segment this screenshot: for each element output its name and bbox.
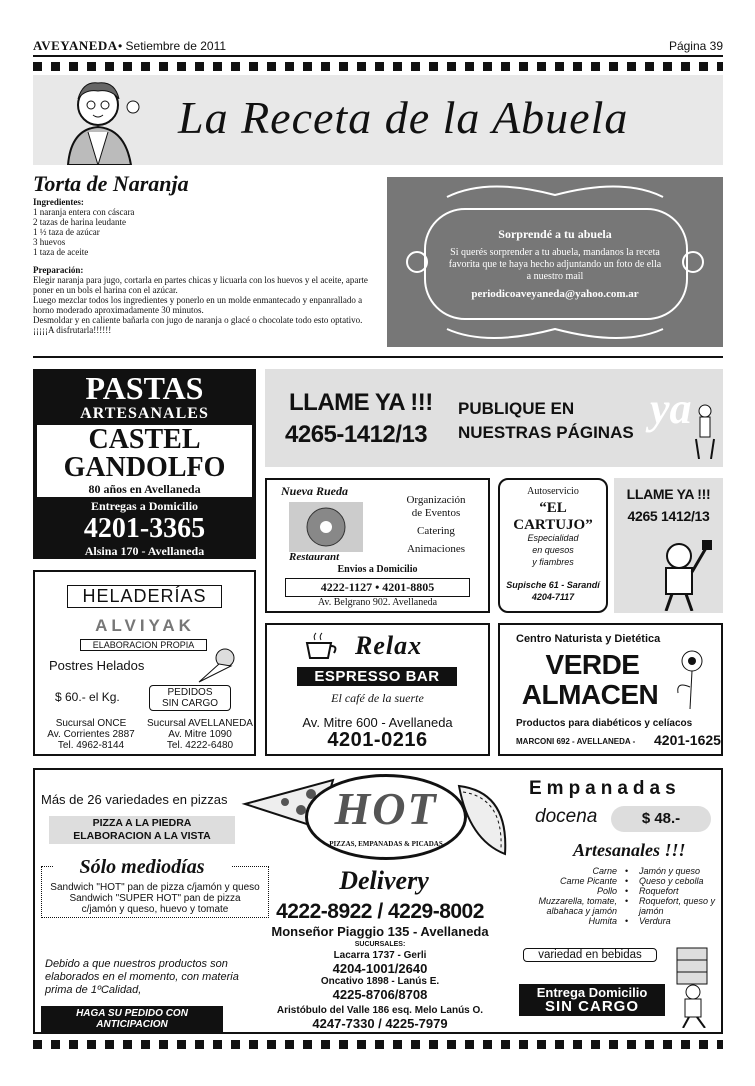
cartujo-desc: Especialidad [527,533,579,543]
hot-phones[interactable]: 4222-8922 / 4229-8002 [276,900,484,923]
alviyak-sub: ELABORACION PROPIA [80,639,207,651]
ad-llame-ya-publique [265,369,723,467]
banner-title: La Receta de la Abuela [178,92,629,143]
sandwich-item: Sandwich "SUPER HOT" pan de pizza c/jamón y queso, huevo y tomate [69,893,241,915]
empanada-flavor: Queso y cebolla [639,876,704,886]
piedra-label: ELABORACION A LA VISTA [73,830,211,842]
llame-small-title: LLAME YA !!! [626,486,711,502]
header-dash-rule [33,62,723,71]
ad-llame-ya-small [614,478,723,613]
empanada-flavor: Carne [592,866,617,876]
recipe-title: Torta de Naranja [33,171,189,196]
empanada-flavor: Roquefort, queso y jamón [639,896,716,916]
ya-watermark: ya [650,384,692,433]
heladerias-title: HELADERÍAS [67,585,222,608]
service-item: de Eventos [411,507,461,519]
entrega-label: Entrega Domicilio [536,985,648,1000]
prep-step: Desmoldar y en caliente bañarla con jugo de naranja o glacé o chocolate todo esto optativo. [33,315,363,325]
cartujo-phone: 4204-7117 [531,592,575,602]
surprise-body: Si querés sorprender a tu abuela, mandanos la receta favorita que te haya hecho adjuntando un foto de ella a nuestro mail [448,247,662,282]
sucursal-avellaneda: Sucursal AVELLANEDA [147,718,253,729]
service-item: Organización [406,494,466,506]
relax-bar: ESPRESSO BAR [297,667,457,686]
prep-step: Luego mezclar todos los ingredientes y ponerlo en un molde enmantecado y enpanrallado a horno moderado aproximadamente 30 minutos. [33,295,363,315]
ingredient-item: 1 ½ taza de azúcar [33,227,100,237]
empanada-flavor: Humita [588,916,617,926]
ad-verde-almacen [498,623,723,756]
coffee-cup-icon [301,631,339,661]
nueva-rueda-phones[interactable]: 4222-1127 • 4201-8805 [285,578,470,597]
docena-label: docena [535,806,598,827]
sucursal-once: Av. Corrientes 2887 [47,729,135,740]
pastas-l1: PASTAS [85,370,204,406]
ad-pastas-castel-gandolfo [33,369,256,559]
cartujo-desc: y fiambres [532,557,574,567]
empanada-flavor: Carne Picante [559,876,617,886]
empanada-flavor: Pollo [596,886,617,896]
entrega-label: SIN CARGO [544,998,639,1015]
ice-cream-cone-icon [195,646,243,684]
variedades-label: Más de 26 variedades en pizzas [41,792,228,807]
service-item: Catering [417,525,455,537]
verde-address: MARCONI 692 - AVELLANEDA - [516,737,636,746]
sucursal-phone[interactable]: 4225-8706/8708 [332,987,428,1002]
surprise-title: Sorprendé a tu abuela [498,227,612,241]
sucursal-address: Aristóbulo del Valle 186 esq. Melo Lanús O. [276,1005,484,1016]
pastas-l5: 80 años en Avellaneda [88,482,201,496]
llame-title: LLAME YA !!! [289,389,433,416]
hot-logo-sub: PIZZAS, EMPANADAS & PICADAS [329,840,443,848]
sucursal-once: Sucursal ONCE [55,718,127,729]
grandma-illustration [53,77,148,165]
pastas-l6: Entregas a Domicilio [90,499,199,513]
painter-cartoon-icon [644,536,714,611]
recipe-banner [33,75,723,165]
prep-step: Elegir naranja para jugo, cortarla en partes chicas y licuarla con los huevos y el aceite, aparte poner en un bols el harina con el azúcar. [33,275,368,295]
ad-hot-pizzas: Más de 26 variedades en pizzas PIZZA A LA PIEDRA ELABORACION A LA VISTA Sólo mediodías Sandwich "HOT" pan de pizza c/jamón y queso Sandwich "SUPER HOT" pan de pizza c/jamón y queso, huevo y tomate Debido a que nuestros productos son elaborados en el momento, con materia prima de 1ºCalidad, HAGA SU PEDIDO CON ANTICIPACION HOT PIZZAS, EMPANADAS & PICADAS Delivery 4222-8922 / 4229-8002 Monseñor Piaggio 135 - Avellaneda SUCURSALES: Lacarra 1737 - Gerli 4204-1001/2640 Oncativo 1898 - Lanús E. 4225-8706/8708 Aristóbulo del Valle 186 esq. Melo Lanús O. 4247-7330 / 4225-7979 Empanadas docena $ 48.- Artesanales !!! Carne Carne Picante Pollo Muzzarella, tomate, albahaca y jamón Humita • • • • • Jamón y queso Queso y cebolla Roquefort Roquefort, queso y jamón Verdura variedad en bebidas Entrega Domicilio SIN CARGO [33,768,723,1034]
nueva-rueda-name: Nueva Rueda [281,484,348,498]
header-logo: AVEYANEDA [33,38,118,53]
sucursal-once: Tel. 4962-8144 [57,740,125,751]
pastas-address: Alsina 170 - Avellaneda [84,544,205,558]
sucursal-phone[interactable]: 4247-7330 / 4225-7979 [312,1016,448,1031]
prep-step: ¡¡¡¡¡A disfrutarla!!!!!! [33,325,112,335]
publique-l2: NUESTRAS PÁGINAS [458,423,634,442]
ingredients-heading: Ingredientes: [33,197,84,207]
empanada-price: $ 48.- [611,806,711,832]
relax-slogan: El café de la suerte [331,691,424,705]
piedra-label: PIZZA A LA PIEDRA [92,817,192,829]
postres-label: Postres Helados [49,658,145,673]
cartujo-address: Supische 61 - Sarandí [506,580,600,590]
ad-el-cartujo [498,478,608,613]
pastas-l2: ARTESANALES [80,405,209,422]
cartujo-desc: en quesos [532,545,574,555]
anticipacion-label: HAGA SU PEDIDO CON ANTICIPACION [41,1006,223,1032]
pastas-l4: GANDOLFO [63,452,226,483]
ingredient-item: 1 taza de aceite [33,247,89,257]
pedidos-label: PEDIDOS [167,687,213,698]
sucursal-avellaneda: Tel. 4222-6480 [166,740,234,751]
relax-address: Av. Mitre 600 - Avellaneda [302,715,453,730]
mediodias-label: Sólo mediodías [53,856,231,879]
header-date: • Setiembre de 2011 [118,39,227,53]
surprise-email[interactable]: periodicoaveyaneda@yahoo.com.ar [471,288,639,300]
envios-label: Envios a Domicilio [337,564,418,575]
verde-phone[interactable]: 4201-1625 [654,732,721,748]
header-rule [33,55,723,57]
page-number: Página 39 [668,39,723,53]
empanada-flavor: Verdura [639,916,671,926]
section-rule [33,356,723,358]
sucursales-label: SUCURSALES: [354,941,406,948]
hot-address: Monseñor Piaggio 135 - Avellaneda [271,924,489,939]
ad-nueva-rueda [265,478,490,613]
pastas-l3: CASTEL [88,424,201,455]
prep-heading: Preparación: [33,265,84,275]
sucursal-avellaneda: Av. Mitre 1090 [168,729,232,740]
cartujo-pre: Autoservicio [527,486,579,497]
hot-logo: HOT [334,783,438,834]
llame-phone[interactable]: 4265-1412/13 [285,421,428,448]
price-per-kg: $ 60.- el Kg. [55,690,120,704]
llame-small-phone[interactable]: 4265 1412/13 [627,508,710,524]
ingredient-item: 1 naranja entera con cáscara [33,207,135,217]
masthead [33,38,723,56]
footer-dash-rule [33,1040,723,1049]
ingredient-item: 2 tazas de harina leudante [33,217,126,227]
sandwich-item: Sandwich "HOT" pan de pizza c/jamón y queso [50,882,260,893]
relax-phone[interactable]: 4201-0216 [327,729,428,751]
pastas-phone: 4201-3365 [83,513,206,544]
verde-sub: Productos para diabéticos y celíacos [516,718,693,729]
wheel-icon [289,502,363,552]
relax-name: Relax [355,631,423,660]
publique-l1: PUBLIQUE EN [458,399,575,418]
cartujo-name: “EL CARTUJO” [513,500,593,533]
empanada-flavor: Muzzarella, tomate, albahaca y jamón [538,896,617,916]
painter-figure-icon [693,403,717,459]
empanadas-title: Empanadas [529,778,681,799]
artesanales-label: Artesanales !!! [573,840,686,860]
alviyak-brand: ALVIYAK [95,616,195,635]
ad-relax-espresso-bar [265,623,490,756]
empanada-flavor: Jamón y queso [639,866,701,876]
flower-icon [670,647,714,709]
surprise-box [387,177,723,347]
pedidos-label: SIN CARGO [161,698,219,709]
nueva-rueda-sub: Restaurant [289,551,340,563]
sucursal-address: Lacarra 1737 - Gerli [333,950,427,961]
sucursal-phone[interactable]: 4204-1001/2640 [332,961,428,976]
verde-pre: Centro Naturista y Dietética [516,633,661,645]
bebidas-label: variedad en bebidas [523,948,657,962]
ingredient-item: 3 huevos [33,237,66,247]
recipe [33,172,378,347]
verde-name-2: ALMACEN [521,679,659,710]
debido-text: Debido a que nuestros productos son elaborados en el momento, con materia prima de 1ºCalidad, [45,958,239,996]
ad-heladerias-alviyak [33,570,256,756]
verde-name-1: VERDE [545,649,640,680]
empanada-flavor: Roquefort [639,886,679,896]
nueva-rueda-address: Av. Belgrano 902. Avellaneda [317,597,438,608]
delivery-man-icon [663,946,719,1028]
delivery-label: Delivery [339,866,429,895]
sucursal-address: Oncativo 1898 - Lanús E. [320,976,440,987]
service-item: Animaciones [406,543,466,555]
